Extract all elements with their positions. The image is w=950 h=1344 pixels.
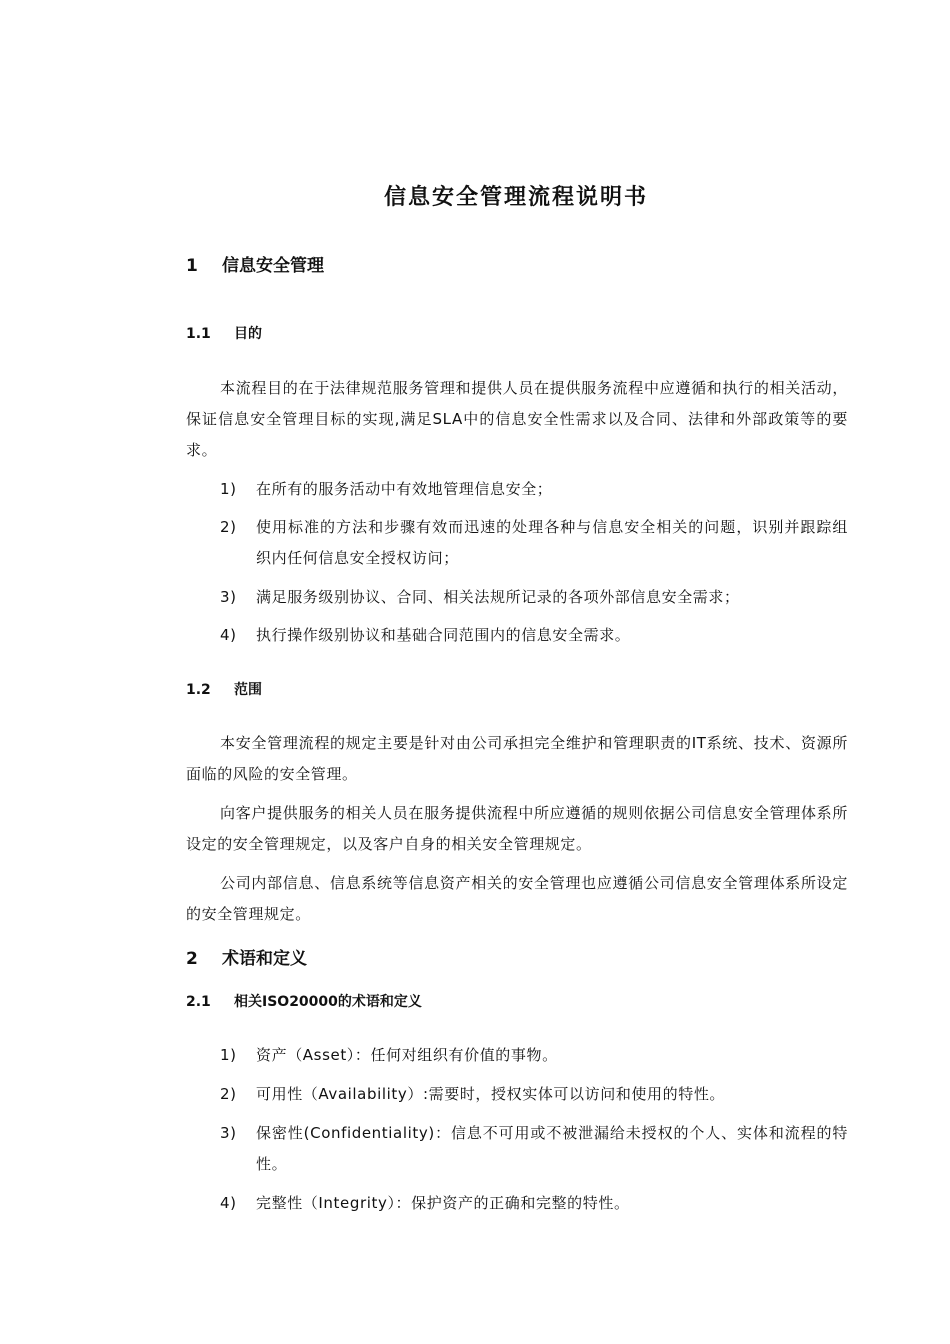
list-item-number: 1) bbox=[220, 1046, 237, 1064]
subsection-number: 1.2 bbox=[186, 682, 211, 698]
section-title: 信息安全管理 bbox=[222, 256, 324, 276]
subsection-title: 范围 bbox=[234, 682, 262, 698]
section-2-1-heading bbox=[186, 991, 422, 1011]
list-item-number: 2) bbox=[220, 518, 237, 536]
list-item-text: 资产（Asset）：任何对组织有价值的事物。 bbox=[256, 1046, 558, 1064]
list-item bbox=[220, 1079, 848, 1110]
section-title: 术语和定义 bbox=[222, 949, 307, 969]
section-1-heading bbox=[186, 251, 324, 276]
list-item bbox=[220, 620, 848, 651]
list-item-number: 3) bbox=[220, 588, 237, 606]
subsection-title: 目的 bbox=[234, 326, 262, 342]
list-item-number: 3) bbox=[220, 1124, 237, 1142]
list-item-text: 满足服务级别协议、合同、相关法规所记录的各项外部信息安全需求； bbox=[256, 588, 740, 606]
document-title: 信息安全管理流程说明书 bbox=[383, 185, 648, 210]
section-number: 1 bbox=[186, 256, 198, 276]
list-item bbox=[220, 1118, 848, 1180]
list-item-text: 使用标准的方法和步骤有效而迅速的处理各种与信息安全相关的问题，识别并跟踪组织内任何信息安全授权访问； bbox=[256, 518, 848, 567]
list-item-text: 可用性（Availability）:需要时，授权实体可以访问和使用的特性。 bbox=[256, 1085, 726, 1103]
list-item-number: 1) bbox=[220, 480, 237, 498]
list-item bbox=[220, 1188, 848, 1219]
section-2-heading bbox=[186, 944, 307, 969]
subsection-number: 2.1 bbox=[186, 994, 211, 1010]
scope-paragraph: 本安全管理流程的规定主要是针对由公司承担完全维护和管理职责的IT系统、技术、资源所面临的风险的安全管理。 bbox=[186, 734, 848, 783]
list-item bbox=[220, 1040, 848, 1071]
section-1-2-heading bbox=[186, 679, 262, 699]
list-item bbox=[220, 582, 848, 613]
section-number: 2 bbox=[186, 949, 198, 969]
subsection-title: 相关ISO20000的术语和定义 bbox=[234, 994, 422, 1010]
list-item-text: 保密性(Confidentiality)：信息不可用或不被泄漏给未授权的个人、实体和流程的特性。 bbox=[256, 1124, 848, 1173]
scope-paragraph: 向客户提供服务的相关人员在服务提供流程中所应遵循的规则依据公司信息安全管理体系所设定的安全管理规定，以及客户自身的相关安全管理规定。 bbox=[186, 804, 848, 853]
list-item-number: 4) bbox=[220, 626, 237, 644]
list-item bbox=[220, 474, 848, 505]
list-item bbox=[220, 512, 848, 574]
purpose-paragraph: 本流程目的在于法律规范服务管理和提供人员在提供服务流程中应遵循和执行的相关活动，保证信息安全管理目标的实现,满足SLA中的信息安全性需求以及合同、法律和外部政策等的要求。 bbox=[186, 379, 848, 459]
list-item-number: 2) bbox=[220, 1085, 237, 1103]
scope-paragraph: 公司内部信息、信息系统等信息资产相关的安全管理也应遵循公司信息安全管理体系所设定的安全管理规定。 bbox=[186, 874, 848, 923]
list-item-number: 4) bbox=[220, 1194, 237, 1212]
subsection-number: 1.1 bbox=[186, 326, 211, 342]
list-item-text: 在所有的服务活动中有效地管理信息安全； bbox=[256, 480, 553, 498]
list-item-text: 执行操作级别协议和基础合同范围内的信息安全需求。 bbox=[256, 626, 631, 644]
list-item-text: 完整性（Integrity）：保护资产的正确和完整的特性。 bbox=[256, 1194, 630, 1212]
section-1-1-heading bbox=[186, 323, 262, 343]
